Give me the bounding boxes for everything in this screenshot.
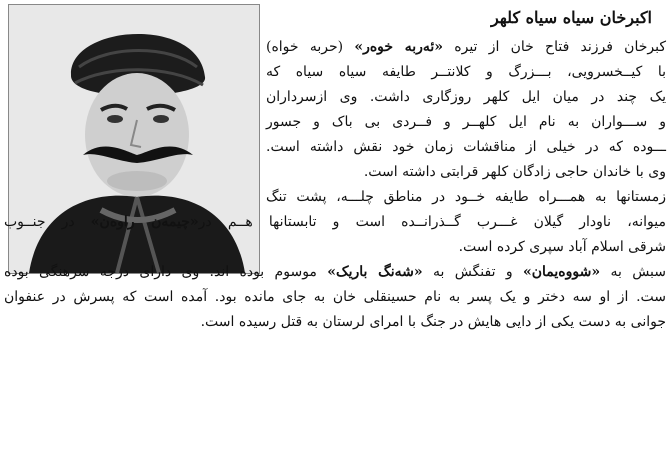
text-line bbox=[266, 63, 666, 81]
text-line bbox=[266, 113, 666, 131]
text-run: یک چند در میان ایل کلهر روزگاری داشت. وی ازسرداران bbox=[266, 89, 666, 105]
highlighted-term: «ئه‌ربه‌ خوه‌ر» bbox=[354, 39, 444, 55]
text-line bbox=[266, 163, 666, 181]
text-line bbox=[4, 288, 666, 306]
text-run: وی با خاندان حاجی زادگان کلهر قرابتی داشته است. bbox=[363, 164, 666, 180]
text-run: شرقی اسلام آباد سپری کرده است. bbox=[458, 239, 666, 255]
text-line bbox=[266, 188, 666, 206]
highlighted-term: «شووه‌یمان» bbox=[522, 264, 601, 280]
text-line bbox=[266, 138, 666, 156]
text-line bbox=[266, 88, 666, 106]
highlighted-term: «شه‌نگ باریک» bbox=[327, 264, 423, 280]
text-run: (حربه خواه) bbox=[266, 39, 355, 55]
text-line bbox=[4, 313, 666, 331]
text-run: و ســـواران به نام ایل کلهــر و فــردی بی باک و جسور bbox=[266, 114, 666, 130]
text-run: با کیــخسرویی، بـــزرگ و کلانتــر طایفه سیاه سیاه که bbox=[266, 64, 666, 80]
text-line bbox=[4, 263, 666, 281]
text-run: میوانه، ناودار گیلان غـــرب گــذرانــده است و تابستانها هــم در bbox=[198, 214, 666, 230]
text-line bbox=[266, 38, 666, 56]
text-run: کبرخان فرزند فتاح خان از تیره bbox=[443, 39, 666, 55]
portrait-illustration bbox=[9, 5, 259, 273]
text-run: موسوم بوده اند. وی دارای درجه سرهنگی بوده bbox=[4, 264, 328, 280]
text-run: ـــوده که در خیلی از مناقشات زمان خود نقش داشته است. bbox=[266, 139, 666, 155]
text-run: سبش به bbox=[600, 264, 667, 280]
text-run: زمستانها به همـــراه طایفه خــود در مناطق چلـــه، پشت تنگ bbox=[266, 189, 666, 205]
text-run: ست. از او سه دختر و یک پسر به نام حسینقلی خان به جای مانده بود. آمده است که پسرش در عنفوان bbox=[4, 289, 666, 305]
text-line bbox=[4, 213, 666, 231]
text-run: جوانی به دست یکی از دایی هایش در جنگ با امرای لرستان به قتل رسیده است. bbox=[200, 314, 666, 330]
text-run: و تفنگش به bbox=[422, 264, 523, 280]
article-title: اکبرخان سیاه سیاه کلهر bbox=[490, 8, 652, 27]
highlighted-term: «چیمه‌ن راوه‌ن» bbox=[90, 214, 199, 230]
portrait-photo bbox=[8, 4, 260, 274]
text-line bbox=[4, 238, 666, 256]
text-run: در جنــوب bbox=[4, 214, 91, 230]
